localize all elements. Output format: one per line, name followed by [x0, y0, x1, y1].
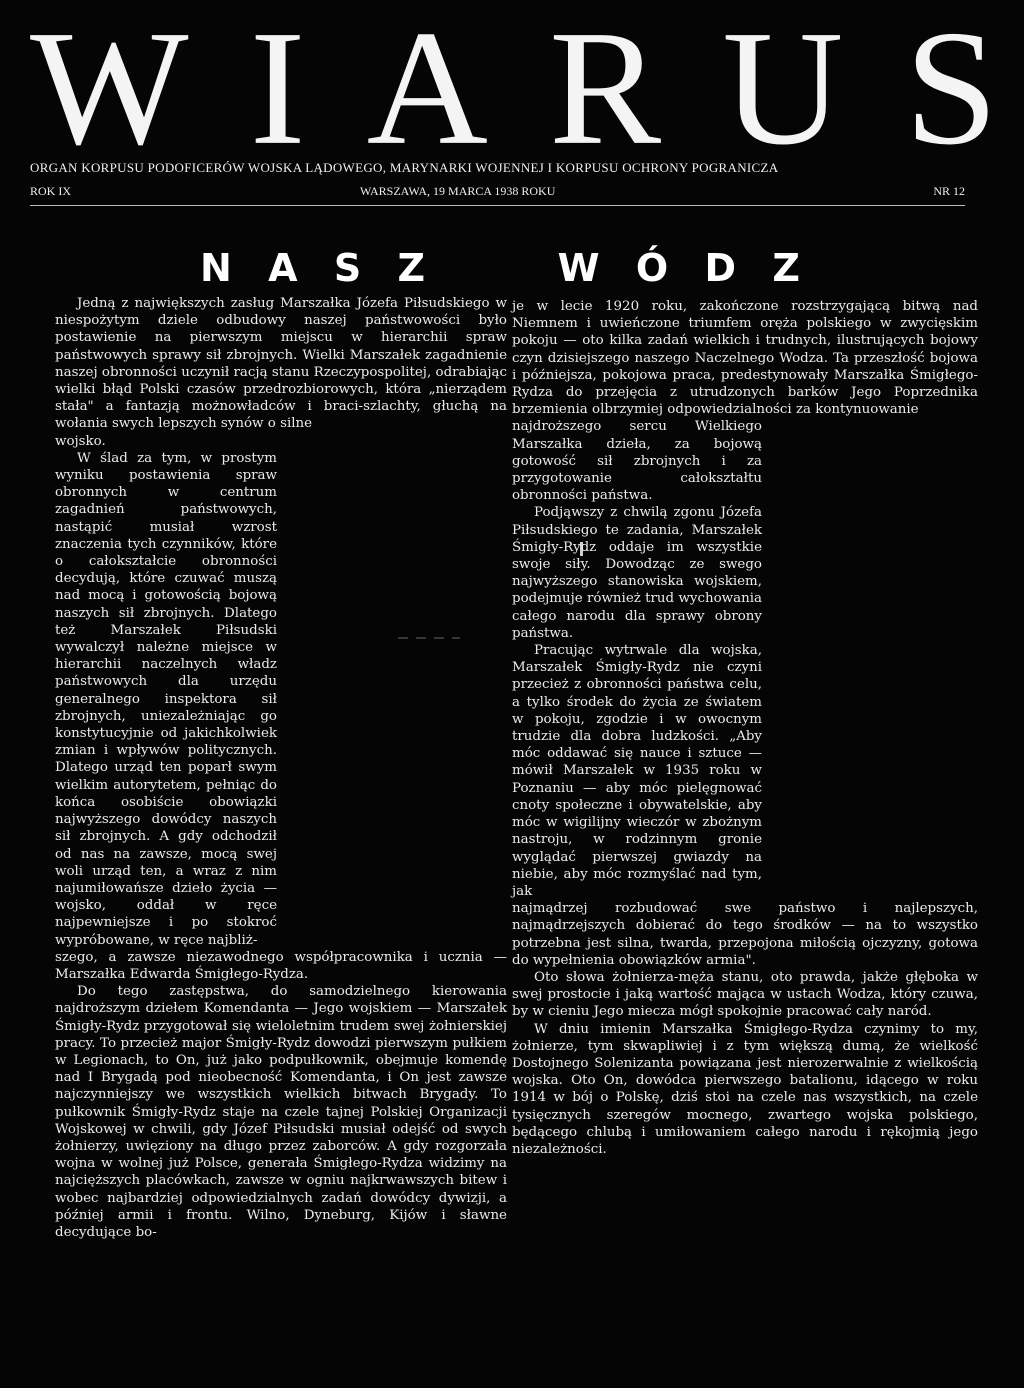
article-column-left — [55, 295, 507, 1241]
issue-place-date: WARSZAWA, 19 MARCA 1938 ROKU — [360, 184, 556, 198]
headline-letter: S — [333, 246, 362, 290]
headline-letter: D — [704, 246, 737, 290]
paragraph-end: wojsko. — [55, 433, 106, 449]
masthead-subtitle: ORGAN KORPUSU PODOFICERÓW WOJSKA LĄDOWEGO, MARYNARKI WOJENNEJ I KORPUSU OCHRONY POGRANICZA — [30, 160, 779, 175]
paragraph-narrow: Pracując wytrwale dla wojska, Marszałek Śmigły-Rydz nie czyni przecież z obronności państwa celu, a tylko środek do życia ze światem w pokoju, zgodzie i w owocnym trudzie dla dobra ludzkości. „Aby móc oddawać się nauce i sztuce — mówił Marszałek w 1935 roku w Poznaniu — aby móc pielęgnować cnoty społeczne i obywatelskie, aby móc w wigilijny wieczór w zbożnym nastroju, w rodzinnym gronie wyglądać pierwszej gwiazdy na niebie, aby móc rozmyślać nad tym, jak — [512, 643, 762, 899]
headline-letter: Z — [397, 246, 426, 290]
article-headline — [200, 246, 800, 290]
masthead-letter: R — [549, 0, 662, 180]
masthead-letter: U — [722, 0, 844, 180]
paragraph-narrow: najdroższego sercu Wielkiego Marszałka dzieła, za bojową gotowość sił zbrojnych i za przygotowanie całokształtu obronności państwa. — [512, 419, 762, 504]
headline-letter: N — [200, 246, 232, 290]
paragraph-narrow: Podjąwszy z chwilą zgonu Józefa Piłsudskiego te zadania, Marszałek Śmigły-Rydz oddaje im wszystkie swoje siły. Dowodząc ze swego najwyższego stanowiska wojskiem, podejmuje również trud wychowania całego narodu dla sprawy obrony państwa. — [512, 505, 762, 641]
issue-number: NR 12 — [933, 184, 965, 198]
masthead-letter: W — [30, 0, 189, 180]
paragraph: W dniu imienin Marszałka Śmigłego-Rydza czynimy to my, żołnierze, tym skwapliwiej i z tym większą dumą, że wielkość Dostojnego Solenizanta powiązana jest nierozerwalnie z wielkością wojska. Oto On, dowódca pierwszego batalionu, idącego w roku 1914 w bój o Polskę, dziś stoi na czele nas wszystkich, na czele tysięcznych szeregów mocnego, zwartego wojska polskiego, będącego chlubą i umiłowaniem całego narodu i rękojmią jego niezależności. — [512, 1021, 978, 1157]
article-column-right — [512, 298, 978, 1158]
masthead-letter: S — [904, 0, 998, 180]
headline-letter: W — [557, 246, 600, 290]
masthead-letter: A — [366, 0, 488, 180]
paragraph: Jedną z największych zasług Marszałka Józefa Piłsudskiego w niespożytym dziele odbudowy naszej państwowości było postawienie na pierwszym miejscu w hierarchii spraw państwowych sprawy sił zbrojnych. Wielki Marszałek zagadnienie naszej obronności uczynił racją stanu Rzeczypospolitej, odrabiając wielki błąd Polski czasów przedrozbiorowych, która „nierządem stała" a fantazją możnowładców i braci-szlachty, głuchą na wołania swych lepszych synów o silne — [55, 296, 507, 432]
paragraph: szego, a zawsze niezawodnego współpracownika i ucznia — Marszałka Edwarda Śmigłego-Rydza. — [55, 949, 507, 982]
headline-letter: A — [268, 246, 298, 290]
headline-word-gap — [461, 246, 521, 290]
paragraph: Do tego zastępstwa, do samodzielnego kierowania najdroższym dziełem Komendanta — Jego wojskiem — Marszałek Śmigły-Rydz przygotował się wieloletnim trudem swej żołnierskiej pracy. To przecież major Śmigły-Rydz dowodzi pierwszym pułkiem w Legionach, to On, już jako podpułkownik, obejmuje komendę nad I Brygadą pod nieobecność Komendanta, i On jest zawsze najczynniejszy we wszystkich wielkich bitwach Brygady. To pułkownik Śmigły-Rydz staje na czele tajnej Polskiej Organizacji Wojskowej w chwili, gdy Józef Piłsudski musiał odejść od swych żołnierzy, uwięziony na długo przez zaborców. A gdy rozgorzała wojna w wolnej już Polsce, generała Śmigłego-Rydza widzimy na najcięższych placówkach, zawsze w ogniu najkrwawszych bitew i wobec najbardziej odpowiedzialnych zadań dowódcy dywizji, a później armii i frontu. Wilno, Dyneburg, Kijów i sławne decydujące bo- — [55, 984, 507, 1240]
headline-letter: Ó — [635, 246, 669, 290]
paragraph: najmądrzej rozbudować swe państwo i najlepszych, najmądrzejszych dobierać do tego środków — na to wszystko potrzebna jest silna, twarda, przepojona miłością ojczyzny, gotowa do wypełnienia obowiązków armia". — [512, 901, 978, 968]
issue-year: ROK IX — [30, 184, 71, 198]
paragraph: je w lecie 1920 roku, zakończone rozstrzygającą bitwą nad Niemnem i uwieńczone triumfem oręża polskiego w zwycięskim pokoju — oto kilka zadań wielkich i trudnych, ilustrujących bojowy czyn dzisiejszego naszego Naczelnego Wodza. Ta przeszłość bojowa i późniejsza, pokojowa praca, predestynowały Marszałka Śmigłego-Rydza do przejęcia z utrudzonych barków Jego Poprzednika brzemienia olbrzymiej odpowiedzialności za kontynuowanie — [512, 299, 978, 418]
headline-letter: Z — [772, 246, 800, 290]
masthead-letter: I — [249, 0, 306, 180]
masthead-divider — [30, 205, 965, 206]
paragraph-narrow: W ślad za tym, w prostym wyniku postawienia spraw obronnych w centrum zagadnień państwowych, nastąpić musiał wzrost znaczenia tych czynników, które o całokształcie obronności decydują, które czuwać muszą nad mocą i gotowością bojową naszych sił zbrojnych. Dlatego też Marszałek Piłsudski wywalczył należne miejsce w hierarchii naczelnych władz państwowych dla urzędu generalnego inspektora sił zbrojnych, uniezależniając go konstytucyjnie od jakichkolwiek zmian i wpływów politycznych. Dlatego urząd ten poparł swym wielkim autorytetem, pełniąc do końca osobiście obowiązki najwyższego dowódcy naszych sił zbrojnych. A gdy odchodził od nas na zawsze, mocą swej woli urząd ten, a wraz z nim najumiłowańsze dzieło życia — wojsko, oddał w ręce najpewniejsze i po stokroć wypróbowane, w ręce najbliż- — [55, 450, 277, 948]
paragraph: Oto słowa żołnierza-męża stanu, oto prawda, jakże głęboka w swej prostocie i jaką wartość mająca w ustach Wodza, który czuwa, by w cieniu Jego miecza mógł spokojnie pracować cały naród. — [512, 969, 978, 1020]
